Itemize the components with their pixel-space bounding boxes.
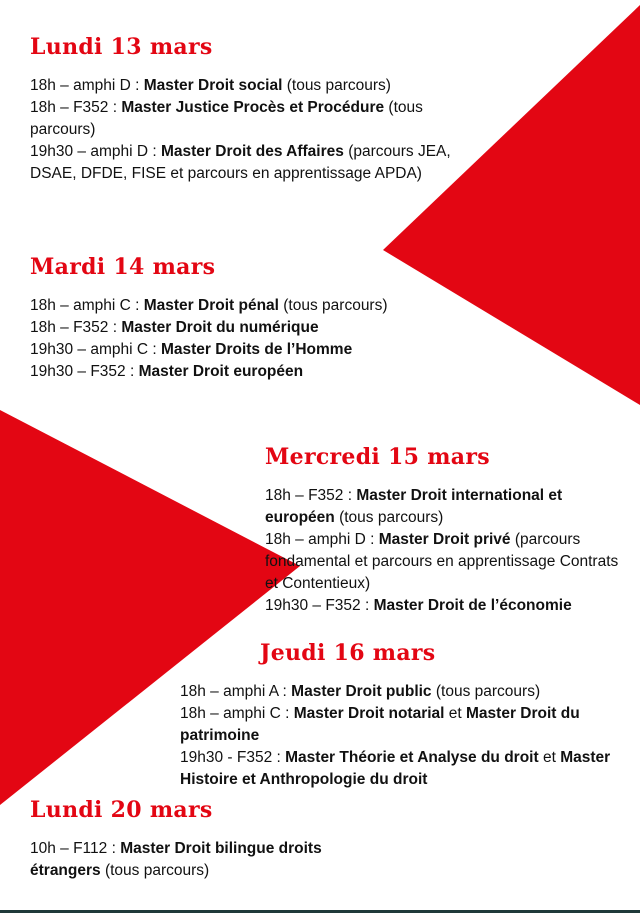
session-programme: Master Droit du numérique	[121, 319, 319, 336]
day-heading: Jeudi 16 mars	[260, 640, 436, 666]
session-entry	[30, 361, 390, 383]
session-programme: Master Droit bilingue droits étrangers	[30, 840, 322, 879]
day-heading: Mercredi 15 mars	[265, 444, 490, 470]
session-note: et	[538, 749, 561, 766]
session-entry	[30, 75, 470, 97]
session-programme: Master Droit européen	[138, 363, 304, 380]
session-entry	[180, 703, 635, 747]
day-heading: Lundi 20 mars	[30, 797, 213, 823]
day-heading: Mardi 14 mars	[30, 254, 216, 280]
session-programme: Master Droit des Affaires	[160, 143, 344, 160]
session-note: (parcours JEA, DSAE, DFDE, FISE et parcours en apprentissage APDA)	[30, 143, 451, 182]
session-note: (tous parcours)	[30, 99, 423, 138]
session-list	[30, 295, 390, 383]
session-programme: Master Droit public	[291, 683, 432, 700]
session-programme: Master Droit pénal	[143, 297, 279, 314]
session-note: (parcours fondamental et parcours en apprentissage Contrats et Contentieux)	[265, 531, 619, 592]
session-time: 18h – F352 :	[265, 487, 357, 504]
session-programme: Master Théorie et Analyse du droit	[285, 749, 539, 766]
session-entry	[30, 317, 390, 339]
day-lundi-20-mars	[30, 797, 390, 882]
session-programme: Master Droit de l’économie	[373, 597, 572, 614]
session-time: 18h – F352 :	[30, 319, 122, 336]
day-lundi-13-mars	[30, 34, 470, 185]
session-time: 19h30 – amphi D :	[30, 143, 161, 160]
session-time: 18h – amphi C :	[180, 705, 294, 722]
session-time: 18h – amphi A :	[180, 683, 292, 700]
session-list	[180, 681, 635, 791]
session-note: (tous parcours)	[431, 683, 541, 700]
session-programme: Master Droits de l’Homme	[160, 341, 353, 358]
session-programme2: Master Droit du patrimoine	[180, 705, 580, 744]
session-entry	[265, 595, 635, 617]
session-entry	[265, 485, 635, 529]
session-entry	[180, 747, 635, 791]
session-list	[30, 838, 390, 882]
day-mardi-14-mars	[30, 254, 390, 383]
session-entry	[30, 838, 390, 882]
day-mercredi-15-mars	[265, 444, 635, 617]
session-time: 19h30 – F352 :	[265, 597, 374, 614]
session-note: (tous parcours)	[278, 297, 388, 314]
session-time: 18h – F352 :	[30, 99, 122, 116]
day-jeudi-16-mars	[180, 640, 635, 791]
session-programme: Master Droit international et européen	[265, 487, 563, 526]
session-entry	[30, 339, 390, 361]
session-programme: Master Droit privé	[378, 531, 511, 548]
session-time: 19h30 – amphi C :	[30, 341, 161, 358]
session-programme: Master Droit social	[143, 77, 283, 94]
session-entry	[30, 97, 470, 141]
session-time: 19h30 – F352 :	[30, 363, 139, 380]
session-time: 18h – amphi C :	[30, 297, 144, 314]
session-time: 10h – F112 :	[30, 840, 121, 857]
session-list	[30, 75, 470, 185]
session-entry	[30, 141, 470, 185]
day-heading: Lundi 13 mars	[30, 34, 213, 60]
session-note: (tous parcours)	[334, 509, 444, 526]
session-programme: Master Justice Procès et Procédure	[121, 99, 385, 116]
session-note: (tous parcours)	[100, 862, 210, 879]
session-programme2: Master Histoire et Anthropologie du droit	[180, 749, 611, 788]
session-entry	[30, 295, 390, 317]
session-programme: Master Droit notarial	[293, 705, 445, 722]
session-time: 18h – amphi D :	[30, 77, 144, 94]
session-note: (tous parcours)	[282, 77, 391, 94]
session-list	[265, 485, 635, 617]
session-entry	[265, 529, 635, 595]
session-note: et	[444, 705, 467, 722]
session-entry	[180, 681, 635, 703]
session-time: 19h30 - F352 :	[180, 749, 286, 766]
session-time: 18h – amphi D :	[265, 531, 379, 548]
